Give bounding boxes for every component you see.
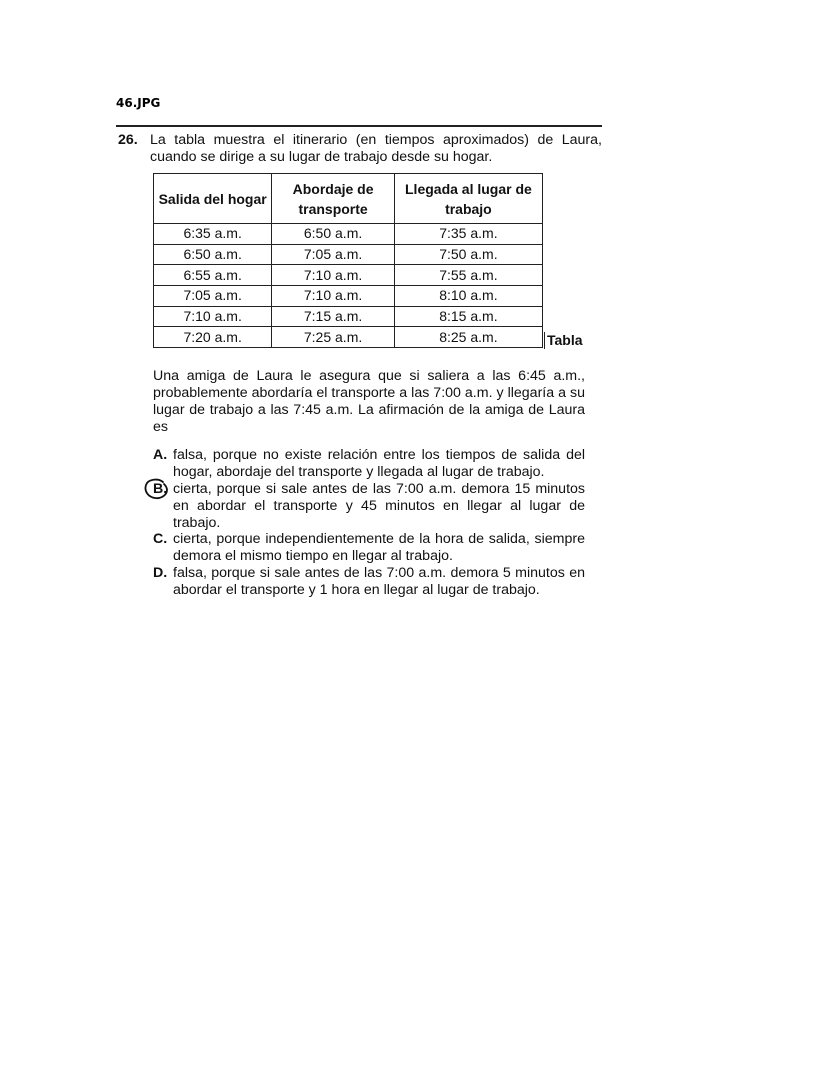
option-letter: C.	[153, 531, 168, 548]
table-row	[154, 224, 543, 245]
table-cell: 7:05 a.m.	[154, 286, 272, 307]
question-statement: Una amiga de Laura le asegura que si saliera a las 6:45 a.m., probablemente abordaría el transporte a las 7:00 a.m. y llegaría a su lugar de trabajo a las 7:45 a.m. La afirmación de la amiga de Laura es	[153, 368, 585, 435]
option-b	[153, 481, 585, 531]
table-cell: 7:25 a.m.	[272, 327, 395, 348]
header-rule	[116, 125, 602, 127]
table-cell: 7:20 a.m.	[154, 327, 272, 348]
table-cell: 7:05 a.m.	[272, 244, 395, 265]
handwritten-circle-icon	[143, 478, 170, 500]
table-row	[154, 265, 543, 286]
option-text: falsa, porque no existe relación entre los tiempos de salida del hogar, abordaje del transporte y llegada al lugar de trabajo.	[173, 447, 585, 481]
itinerary-table	[153, 173, 543, 348]
question-text: La tabla muestra el itinerario (en tiempos aproximados) de Laura, cuando se dirige a su lugar de trabajo desde su hogar.	[150, 132, 602, 165]
table-cell: 7:15 a.m.	[272, 306, 395, 327]
itinerary-table-wrapper	[153, 173, 583, 349]
option-text: cierta, porque si sale antes de las 7:00 a.m. demora 15 minutos en abordar el transporte y 45 minutos en llegar al lugar de trabajo.	[173, 480, 585, 531]
table-cell: 6:35 a.m.	[154, 224, 272, 245]
option-letter: D.	[153, 564, 168, 581]
table-cell: 7:55 a.m.	[394, 265, 542, 286]
table-row	[154, 327, 543, 348]
table-header-row	[154, 174, 543, 224]
option-letter: A.	[153, 447, 168, 464]
table-row	[154, 306, 543, 327]
table-cell: 8:10 a.m.	[394, 286, 542, 307]
table-cell: 6:50 a.m.	[272, 224, 395, 245]
table-cell: 7:50 a.m.	[394, 244, 542, 265]
table-cell: 7:10 a.m.	[154, 306, 272, 327]
option-text: cierta, porque independientemente de la hora de salida, siempre demora el mismo tiempo en llegar al trabajo.	[173, 531, 585, 565]
option-letter: B.	[153, 480, 168, 497]
table-row	[154, 244, 543, 265]
file-name-label: 46.JPG	[116, 96, 161, 110]
header-arrival: Llegada al lugar de trabajo	[394, 174, 542, 224]
option-d	[153, 565, 585, 599]
table-cell: 8:15 a.m.	[394, 306, 542, 327]
header-departure: Salida del hogar	[154, 174, 272, 224]
table-caption: Tabla	[544, 332, 583, 349]
answer-options	[153, 447, 585, 598]
table-cell: 7:10 a.m.	[272, 265, 395, 286]
table-cell: 7:35 a.m.	[394, 224, 542, 245]
table-cell: 6:55 a.m.	[154, 265, 272, 286]
question-header	[118, 132, 602, 166]
question-scan	[118, 132, 602, 598]
option-c	[153, 531, 585, 565]
table-cell: 6:50 a.m.	[154, 244, 272, 265]
option-text: falsa, porque si sale antes de las 7:00 a.m. demora 5 minutos en abordar el transporte y 1 hora en llegar al lugar de trabajo.	[173, 564, 585, 598]
table-cell: 7:10 a.m.	[272, 286, 395, 307]
question-number: 26.	[118, 132, 138, 148]
table-cell: 8:25 a.m.	[394, 327, 542, 348]
option-a	[153, 447, 585, 481]
table-row	[154, 286, 543, 307]
header-boarding: Abordaje de transporte	[272, 174, 395, 224]
